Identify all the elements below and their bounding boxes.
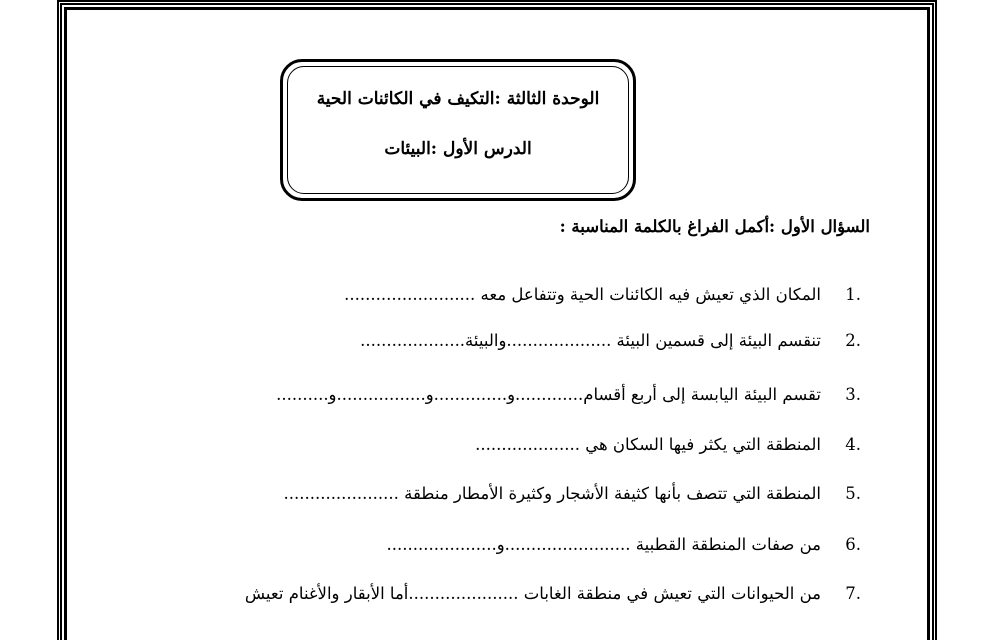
- item-text: المنطقة التي تتصف بأنها كثيفة الأشجار وكثيرة الأمطار منطقة ......................: [283, 484, 821, 503]
- title-box: [280, 59, 636, 201]
- question-heading: السؤال الأول :أكمل الفراغ بالكلمة المناسبة :: [559, 217, 870, 236]
- item-text: المكان الذي تعيش فيه الكائنات الحية وتتفاعل معه .........................: [344, 285, 821, 304]
- item-text: من صفات المنطقة القطبية ........................و.....................: [386, 535, 821, 554]
- item-number: .5: [845, 484, 861, 503]
- item-text: المنطقة التي يكثر فيها السكان هي ....................: [475, 435, 821, 454]
- item-text: تنقسم البيئة إلى قسمين البيئة ....................والبيئة....................: [360, 331, 821, 350]
- list-item: [475, 435, 861, 454]
- unit-title: الوحدة الثالثة :التكيف في الكائنات الحية: [316, 89, 600, 109]
- item-number: .2: [845, 331, 861, 350]
- list-item: [283, 484, 861, 503]
- item-text: من الحيوانات التي تعيش في منطقة الغابات .....................أما الأبقار والأغنام تعيش: [244, 584, 821, 603]
- lesson-title: الدرس الأول :البيئات: [384, 139, 532, 159]
- item-text: تقسم البيئة اليابسة إلى أربع أقسام.............و..............و.................و..........: [276, 385, 821, 404]
- item-number: .1: [845, 285, 861, 304]
- item-number: .7: [845, 584, 861, 603]
- list-item: [387, 535, 861, 554]
- list-item: [245, 584, 861, 603]
- item-number: .6: [845, 535, 861, 554]
- list-item: [276, 385, 861, 404]
- item-number: .4: [845, 435, 861, 454]
- item-number: .3: [845, 385, 861, 404]
- title-box-inner-border: [287, 66, 629, 194]
- list-item: [360, 331, 861, 350]
- list-item: [344, 285, 861, 304]
